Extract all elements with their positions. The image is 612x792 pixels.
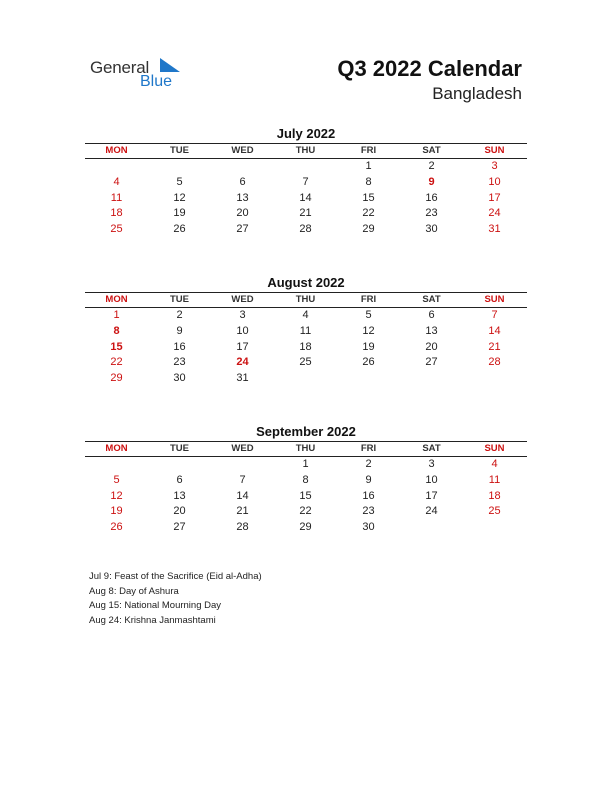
date-cell: 20 xyxy=(236,207,249,220)
weekday-header: SUN xyxy=(484,294,505,305)
month-block xyxy=(85,424,527,534)
date-cell: 29 xyxy=(362,223,375,236)
header-bottom-rule xyxy=(85,307,527,308)
date-cell: 4 xyxy=(302,309,309,321)
date-cell: 14 xyxy=(236,489,249,502)
date-cell: 12 xyxy=(362,324,375,337)
weekday-header: MON xyxy=(105,145,128,156)
date-cell: 6 xyxy=(176,473,183,486)
date-cell: 13 xyxy=(173,489,186,502)
date-cell: 22 xyxy=(362,207,375,220)
date-cell: 11 xyxy=(110,191,123,204)
date-cell: 19 xyxy=(110,505,123,518)
weekday-header: SUN xyxy=(484,443,505,454)
date-cell: 25 xyxy=(488,505,501,518)
date-cell: 5 xyxy=(113,473,120,486)
weekday-header: TUE xyxy=(170,294,189,305)
date-cell: 27 xyxy=(236,223,249,236)
header-top-rule xyxy=(85,441,527,442)
holiday-date-cell: 9 xyxy=(428,175,435,188)
weekday-header: SAT xyxy=(422,443,441,454)
date-cell: 28 xyxy=(299,223,312,236)
date-cell: 20 xyxy=(173,505,186,518)
date-cell: 25 xyxy=(299,356,312,369)
date-cell: 30 xyxy=(173,372,186,385)
date-cell: 21 xyxy=(488,340,501,353)
date-cell: 4 xyxy=(113,175,120,188)
date-cell: 9 xyxy=(176,324,183,337)
date-cell: 14 xyxy=(299,191,312,204)
date-cell: 18 xyxy=(110,207,123,220)
date-cell: 17 xyxy=(488,191,501,204)
date-cell: 10 xyxy=(488,175,501,188)
date-cell: 16 xyxy=(425,191,438,204)
holiday-notes xyxy=(89,570,262,628)
date-cell: 28 xyxy=(488,356,501,369)
date-cell: 30 xyxy=(425,223,438,236)
date-cell: 9 xyxy=(365,473,372,486)
date-cell: 13 xyxy=(425,324,438,337)
date-cell: 6 xyxy=(239,175,246,188)
date-cell: 29 xyxy=(110,372,123,385)
date-cell: 20 xyxy=(425,340,438,353)
date-cell: 31 xyxy=(236,372,249,385)
header-bottom-rule xyxy=(85,158,527,159)
date-cell: 3 xyxy=(239,309,246,321)
holiday-date-cell: 15 xyxy=(110,340,123,353)
date-cell: 21 xyxy=(236,505,249,518)
date-cell: 26 xyxy=(173,223,186,236)
month-title: July 2022 xyxy=(276,126,336,141)
date-cell: 10 xyxy=(236,324,249,337)
date-cell: 19 xyxy=(362,340,375,353)
date-cell: 16 xyxy=(173,340,186,353)
date-cell: 18 xyxy=(488,489,501,502)
holiday-note: Aug 8: Day of Ashura xyxy=(89,585,179,597)
date-cell: 22 xyxy=(110,356,123,369)
date-cell: 27 xyxy=(425,356,438,369)
date-cell: 30 xyxy=(362,521,375,534)
weekday-header: THU xyxy=(295,294,316,305)
header-top-rule xyxy=(85,292,527,293)
date-cell: 17 xyxy=(236,340,249,353)
weekday-header: MON xyxy=(105,443,128,454)
weekday-header: FRI xyxy=(360,294,377,305)
date-cell: 23 xyxy=(425,207,438,220)
weekday-header: TUE xyxy=(170,145,189,156)
date-cell: 25 xyxy=(110,223,123,236)
date-cell: 19 xyxy=(173,207,186,220)
date-cell: 21 xyxy=(299,207,312,220)
date-cell: 1 xyxy=(302,458,309,470)
date-cell: 5 xyxy=(365,309,372,321)
holiday-date-cell: 8 xyxy=(113,324,120,337)
month-block xyxy=(85,275,527,385)
date-cell: 7 xyxy=(239,473,246,486)
date-cell: 17 xyxy=(425,489,438,502)
page-title: Q3 2022 Calendar xyxy=(337,56,522,81)
header-bottom-rule xyxy=(85,456,527,457)
date-cell: 14 xyxy=(488,324,501,337)
date-cell: 3 xyxy=(491,160,498,172)
weekday-header: FRI xyxy=(360,145,377,156)
weekday-header: WED xyxy=(231,443,254,454)
date-cell: 23 xyxy=(173,356,186,369)
date-cell: 28 xyxy=(236,521,249,534)
logo-triangle-icon xyxy=(160,58,180,74)
date-cell: 5 xyxy=(176,175,183,188)
date-cell: 11 xyxy=(299,324,312,337)
date-cell: 18 xyxy=(299,340,312,353)
date-cell: 12 xyxy=(110,489,123,502)
date-cell: 16 xyxy=(362,489,375,502)
date-cell: 7 xyxy=(302,175,309,188)
month-title: August 2022 xyxy=(267,275,345,290)
date-cell: 2 xyxy=(428,160,435,172)
weekday-header: FRI xyxy=(360,443,377,454)
holiday-note: Jul 9: Feast of the Sacrifice (Eid al-Adha) xyxy=(89,571,262,582)
date-cell: 2 xyxy=(365,458,372,470)
date-cell: 24 xyxy=(488,207,501,220)
weekday-header: MON xyxy=(105,294,128,305)
date-cell: 29 xyxy=(299,521,312,534)
date-cell: 13 xyxy=(236,191,249,204)
logo-text-general: General xyxy=(90,58,150,77)
date-cell: 22 xyxy=(299,505,312,518)
holiday-note: Aug 15: National Mourning Day xyxy=(89,600,222,611)
date-cell: 15 xyxy=(299,489,312,502)
weekday-header: SAT xyxy=(422,294,441,305)
weekday-header: THU xyxy=(295,443,316,454)
date-cell: 27 xyxy=(173,521,186,534)
weekday-header: TUE xyxy=(170,443,189,454)
header-top-rule xyxy=(85,143,527,144)
date-cell: 23 xyxy=(362,505,375,518)
date-cell: 15 xyxy=(362,191,375,204)
weekday-header: SUN xyxy=(484,145,505,156)
date-cell: 2 xyxy=(176,309,183,321)
weekday-header: THU xyxy=(295,145,316,156)
date-cell: 10 xyxy=(425,473,438,486)
month-block xyxy=(85,126,527,236)
date-cell: 11 xyxy=(488,473,501,486)
date-cell: 7 xyxy=(491,309,498,321)
date-cell: 26 xyxy=(362,356,375,369)
date-cell: 8 xyxy=(302,473,309,486)
date-cell: 1 xyxy=(365,160,372,172)
weekday-header: SAT xyxy=(422,145,441,156)
date-cell: 1 xyxy=(113,309,120,321)
date-cell: 3 xyxy=(428,458,435,470)
date-cell: 8 xyxy=(365,175,372,188)
weekday-header: WED xyxy=(231,145,254,156)
logo-text-blue: Blue xyxy=(140,73,173,90)
date-cell: 6 xyxy=(428,309,435,321)
date-cell: 12 xyxy=(173,191,186,204)
date-cell: 26 xyxy=(110,521,123,534)
holiday-date-cell: 24 xyxy=(236,356,249,369)
brand-logo xyxy=(90,56,200,96)
weekday-header: WED xyxy=(231,294,254,305)
country-subtitle: Bangladesh xyxy=(432,84,522,103)
date-cell: 31 xyxy=(488,223,501,236)
date-cell: 4 xyxy=(491,458,498,470)
holiday-note: Aug 24: Krishna Janmashtami xyxy=(89,614,216,626)
date-cell: 24 xyxy=(425,505,438,518)
month-title: September 2022 xyxy=(256,424,356,439)
